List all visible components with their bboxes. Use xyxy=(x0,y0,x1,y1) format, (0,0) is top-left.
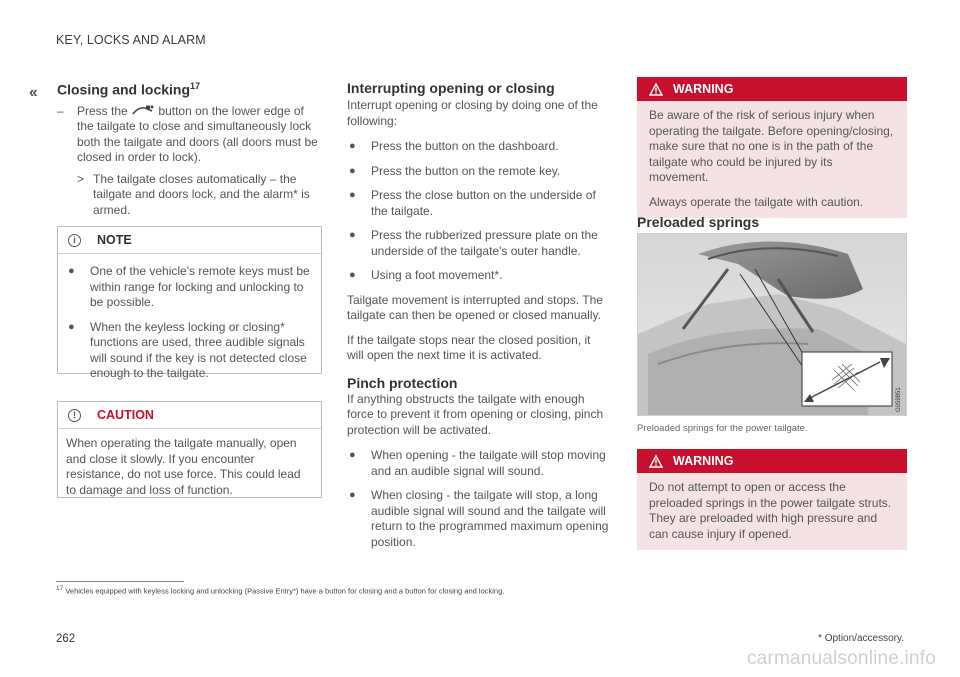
footnote-text: Vehicles equipped with keyless locking and unlocking (Passive Entry*) have a button for closing and a button for closing and locking. xyxy=(65,586,505,596)
interrupt-item: ● Press the button on the remote key. xyxy=(349,163,561,178)
section-title-springs: Preloaded springs xyxy=(637,214,760,230)
interrupt-item-text: Press the button on the remote key. xyxy=(371,163,561,178)
footnote-ref: 17 xyxy=(190,81,201,91)
tailgate-lock-button-icon xyxy=(131,105,155,116)
info-icon: i xyxy=(68,234,81,247)
section-header: KEY, LOCKS AND ALARM xyxy=(56,33,206,47)
warning-text-caution: Always operate the tailgate with caution. xyxy=(649,194,864,209)
interrupt-intro: Interrupt opening or closing by doing one of the following: xyxy=(347,98,598,128)
tailgate-springs-drawing xyxy=(638,234,906,415)
caution-icon: ! xyxy=(68,409,81,422)
pinch-item: ● When opening - the tailgate will stop moving and an audible signal will sound. xyxy=(347,448,609,479)
pinch-item: ● When closing - the tailgate will stop, a long audible signal will sound and the tailgate will return to the programmed maximum opening position. xyxy=(349,488,609,549)
warning-text: Be aware of the risk of serious injury when operating the tailgate. Before opening/closing, make sure that no one is in the path of the tailgate who could be injured by its movement. xyxy=(649,108,894,184)
warning-triangle-icon xyxy=(649,455,663,468)
caution-header xyxy=(58,402,321,429)
step-suffix: button on the lower edge of the tailgate to close and simultaneously lock both the tailgate and doors (all doors must be closed in order to lock). xyxy=(77,103,318,165)
pinch-intro: If anything obstructs the tailgate with enough force to prevent it from opening or closing, pinch protection will be activated. xyxy=(347,391,604,437)
result-text: The tailgate closes automatically – the tailgate and doors lock, and the alarm* is armed. xyxy=(93,171,310,217)
footnote-divider xyxy=(56,581,184,582)
section-title-closing-locking xyxy=(57,81,322,98)
note-title: NOTE xyxy=(97,233,132,247)
interrupt-item: ● Press the rubberized pressure plate on the underside of the tailgate's outer handle. xyxy=(347,228,609,259)
section-title-pinch: Pinch protection xyxy=(347,374,458,391)
footnote xyxy=(56,585,504,596)
warning-box-springs xyxy=(637,449,907,550)
note-item-text: When the keyless locking or closing* functions are used, three audible signals will sound if the key is not detected close enough to the tailgate. xyxy=(90,319,307,380)
step-marker: – xyxy=(57,103,64,118)
warning-text: Do not attempt to open or access the preloaded springs in the power tailgate struts. They are preloaded with high pressure and can cause injury if opened. xyxy=(649,480,892,541)
image-caption: Preloaded springs for the power tailgate. xyxy=(637,423,808,434)
image-code: G059851 xyxy=(896,387,902,412)
section-title-interrupting: Interrupting opening or closing xyxy=(347,80,555,96)
interrupt-item: ● Press the close button on the underside of the tailgate. xyxy=(347,188,609,219)
interrupt-item: ● Press the button on the dashboard. xyxy=(349,139,559,153)
interrupt-reopen-text: If the tailgate stops near the closed position, it will open the next time it is activated. xyxy=(347,332,591,362)
interrupt-item-text: Press the close button on the underside of the tailgate. xyxy=(371,188,596,218)
step-result xyxy=(77,172,322,219)
warning-title: WARNING xyxy=(673,454,734,468)
step-item xyxy=(57,104,322,166)
interrupt-item-text: Press the rubberized pressure plate on the underside of the tailgate's outer handle. xyxy=(371,228,598,258)
warning-box-operation xyxy=(637,77,907,218)
note-header xyxy=(58,227,321,254)
footnote-number: 17 xyxy=(56,585,64,592)
section-title-text: Closing and locking xyxy=(57,81,191,98)
back-reference-marks: ‹‹ xyxy=(29,84,36,101)
interrupt-item-text: Press the button on the dashboard. xyxy=(371,139,559,153)
page-number: 262 xyxy=(56,633,76,645)
note-item: ● When the keyless locking or closing* functions are used, three audible signals will sound if the key is not detected close enough to the tailgate. xyxy=(66,320,313,382)
preloaded-springs-illustration xyxy=(637,233,907,416)
watermark: carmanualsonline.info xyxy=(746,648,936,669)
pinch-item-text: When closing - the tailgate will stop, a long audible signal will sound and the tailgate will return to the programmed maximum opening position. xyxy=(371,488,609,549)
caution-text: When operating the tailgate manually, open and close it slowly. If you encounter resistance, do not use force. This could lead to damage and loss of function. xyxy=(66,436,301,497)
column-interrupting xyxy=(347,80,609,559)
pinch-item-text: When opening - the tailgate will stop moving and an audible signal will sound. xyxy=(371,448,606,478)
interrupt-item-text: Using a foot movement*. xyxy=(371,268,503,282)
step-text xyxy=(77,104,322,166)
warning-title: WARNING xyxy=(673,82,734,96)
warning-triangle-icon xyxy=(649,83,663,96)
result-marker: > xyxy=(77,171,85,186)
warning-header xyxy=(637,77,907,101)
column-closing-locking xyxy=(57,81,322,218)
interrupt-result-text: Tailgate movement is interrupted and stops. The tailgate can then be opened or closed manually. xyxy=(347,292,603,322)
caution-box xyxy=(57,401,322,498)
warning-header xyxy=(637,449,907,473)
step-prefix: Press the xyxy=(77,103,128,118)
note-box xyxy=(57,226,322,380)
interrupt-item: ● Using a foot movement*. xyxy=(349,268,503,282)
option-accessory-note: * Option/accessory. xyxy=(818,633,904,644)
note-item-text: One of the vehicle's remote keys must be within range for locking and unlocking to be possible. xyxy=(90,264,310,309)
note-item: ● One of the vehicle's remote keys must be within range for locking and unlocking to be possible. xyxy=(66,264,313,311)
caution-title: CAUTION xyxy=(97,408,154,422)
